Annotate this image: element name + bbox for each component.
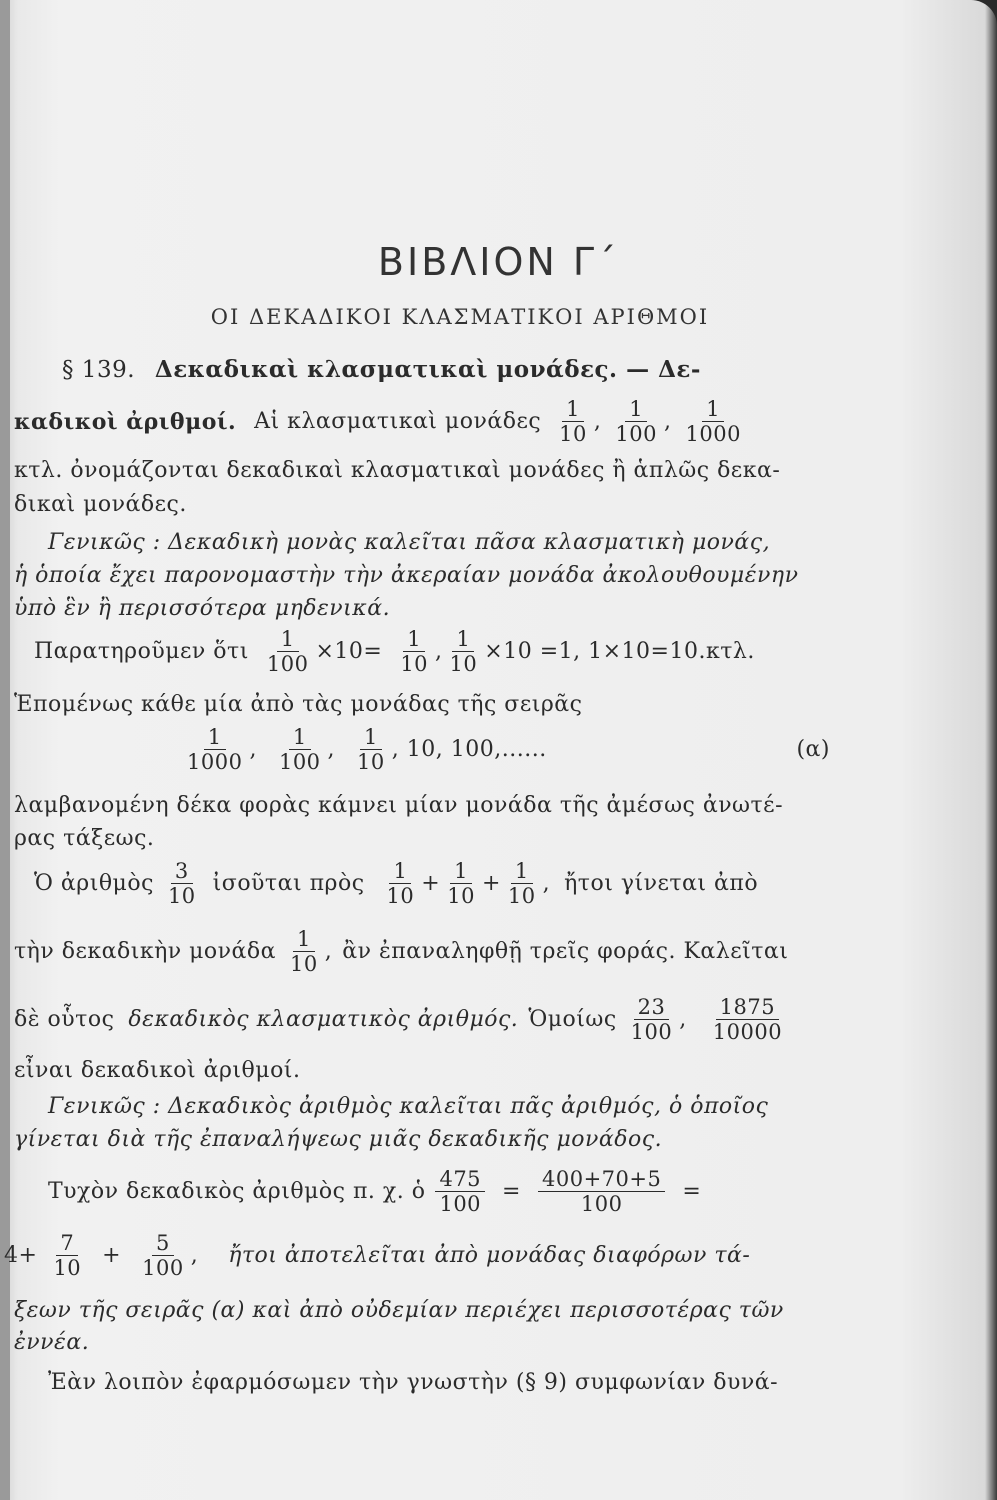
section-heading-text: Δεκαδικαὶ κλασματικαὶ μονάδες. — Δε-: [154, 356, 701, 383]
example-2-line-2-start: 4+: [4, 1243, 38, 1269]
observation-prefix: Παρατηροῦμεν ὅτι: [34, 639, 249, 665]
observation-line: Παρατηροῦμεν ὅτι $\frac{1}{100}$ ×10= $\frac{1}{10}$ , $\frac{1}{10}$ ×10 =1, 1×10=10.κτλ.: [34, 627, 755, 677]
decimal-fraction-term: δεκαδικὸς κλασματικὸς ἀριθμός.: [128, 1007, 519, 1033]
last-line: Ἐὰν λοιπὸν ἐφαρμόσωμεν τὴν γνωστὴν (§ 9) συμφωνίαν δυνά-: [48, 1370, 779, 1395]
example-1-line-3: δὲ οὗτος δεκαδικὸς κλασματικὸς ἀριθμός. Ὁμοίως $\frac{23}{100}$ , $\frac{1875}{10000}$: [14, 996, 789, 1043]
example-2-line-1: Τυχὸν δεκαδικὸς ἀριθμὸς π. χ. ὁ $\frac{475}{100}$ = $\frac{400+70+5}{100}$ =: [48, 1167, 702, 1217]
example-1-line-2-suffix: ἂν ἐπαναληφθῇ τρεῖς φοράς. Καλεῖται: [342, 939, 789, 965]
example-2-line-2: 4+ $\frac{7}{10}$ + $\frac{5}{100}$ , ἤτοι ἀποτελεῖται ἀπὸ μονάδας διαφόρων τά-: [4, 1231, 751, 1281]
section-heading-continued: καδικοὶ ἀριθμοί.: [14, 408, 237, 435]
fraction-1-10-d: $\frac{1}{10}$: [290, 927, 318, 977]
section-number: § 139.: [62, 357, 136, 383]
fraction-1-10: $\frac{1}{10}$: [559, 397, 587, 447]
example-2-line-2-suffix: ἤτοι ἀποτελεῖται ἀπὸ μονάδας διαφόρων τά-: [228, 1243, 751, 1269]
series-fraction-1-1000: $\frac{1}{1000}$: [187, 725, 243, 775]
example-2-prefix: Τυχὸν δεκαδικὸς ἀριθμὸς π. χ. ὁ: [48, 1179, 426, 1205]
fraction-1-10-c: $\frac{1}{10}$: [449, 627, 478, 677]
series-line: $\frac{1}{1000}$ , $\frac{1}{100}$ , $\frac{1}{10}$ , 10, 100,...... (α): [180, 726, 830, 773]
definition-1-line-2: ἡ ὁποία ἔχει παρονομαστὴν τὴν ἀκεραίαν μονάδα ἀκολουθουμένην: [14, 563, 799, 588]
example-1-line-3-prefix: δὲ οὗτος: [14, 1007, 115, 1033]
fraction-1-100-b: $\frac{1}{100}$: [266, 627, 309, 677]
sum-fraction-1: $\frac{1}{10}$: [386, 859, 415, 909]
fraction-1875-10000: $\frac{1875}{10000}$: [712, 995, 783, 1045]
fraction-23-100: $\frac{23}{100}$: [630, 995, 673, 1045]
chapter-title: ΟΙ ΔΕΚΑΔΙΚΟΙ ΚΛΑΣΜΑΤΙΚΟΙ ΑΡΙΘΜΟΙ: [210, 305, 710, 329]
example-1-prefix: Ὁ ἀριθμὸς: [34, 871, 154, 897]
example-1-line-3-mid: Ὁμοίως: [528, 1007, 617, 1033]
definition-2-line-1: Γενικῶς : Δεκαδικὸς ἀριθμὸς καλεῖται πᾶς ἀριθμός, ὁ ὁποῖος: [48, 1094, 769, 1119]
fraction-5-100: $\frac{5}{100}$: [142, 1231, 184, 1281]
section-heading: [62, 356, 701, 383]
example-1-line-4: εἶναι δεκαδικοὶ ἀριθμοί.: [14, 1058, 301, 1083]
fraction-1-1000: $\frac{1}{1000}$: [685, 397, 741, 447]
fraction-3-10: $\frac{3}{10}$: [167, 859, 196, 909]
example-1-line-2-prefix: τὴν δεκαδικὴν μονάδα: [14, 939, 277, 965]
definition-2-line-2: γίνεται διὰ τῆς ἐπαναλήψεως μιᾶς δεκαδικῆς μονάδος.: [14, 1127, 663, 1152]
section-intro: Αἱ κλασματικαὶ μονάδες: [254, 409, 542, 435]
series-label: (α): [796, 737, 830, 763]
fraction-400-70-5-100: $\frac{400+70+5}{100}$: [538, 1168, 665, 1215]
fraction-1-100: $\frac{1}{100}$: [615, 397, 657, 447]
series-fraction-1-100: $\frac{1}{100}$: [278, 725, 321, 775]
example-1-suffix: ἤτοι γίνεται ἀπὸ: [564, 871, 759, 897]
sum-fraction-2: $\frac{1}{10}$: [447, 859, 475, 909]
sum-fraction-3: $\frac{1}{10}$: [507, 859, 536, 909]
definition-1-line-1: Γενικῶς : Δεκαδικὴ μονὰς καλεῖται πᾶσα κλασματικὴ μονάς,: [48, 530, 771, 555]
taken-line-1: λαμβανομένη δέκα φορὰς κάμνει μίαν μονάδα τῆς ἀμέσως ἀνωτέ-: [14, 793, 784, 818]
example-2-line-4: ἐννέα.: [14, 1330, 90, 1355]
observation-rest: ×10 =1, 1×10=10.κτλ.: [484, 639, 755, 665]
series-rest: , 10, 100,......: [391, 737, 547, 763]
series-fraction-1-10: $\frac{1}{10}$: [357, 725, 385, 775]
consequently-line: Ἑπομένως κάθε μία ἀπὸ τὰς μονάδας τῆς σειρᾶς: [14, 692, 583, 717]
observation-times-10: ×10=: [315, 639, 383, 665]
example-1-line-1: Ὁ ἀριθμὸς $\frac{3}{10}$ ἰσοῦται πρὸς $\frac{1}{10}$ + $\frac{1}{10}$ + $\frac{1}{10}$ , ἤτοι γίνεται ἀπὸ: [34, 859, 759, 909]
fraction-7-10: $\frac{7}{10}$: [53, 1231, 82, 1281]
example-1-mid: ἰσοῦται πρὸς: [212, 871, 365, 897]
section-line-3: δικαὶ μονάδες.: [14, 492, 187, 517]
example-1-line-2: τὴν δεκαδικὴν μονάδα $\frac{1}{10}$ , ἂν ἐπαναληφθῇ τρεῖς φοράς. Καλεῖται: [14, 927, 789, 977]
taken-line-2: ρας τάξεως.: [14, 826, 155, 851]
example-2-line-3: ξεων τῆς σειρᾶς (α) καὶ ἀπὸ οὐδεμίαν περιέχει περισσοτέρας τῶν: [14, 1298, 784, 1323]
fraction-1-10-b: $\frac{1}{10}$: [400, 627, 429, 677]
fraction-475-100: $\frac{475}{100}$: [435, 1168, 485, 1215]
definition-1-line-3: ὑπὸ ἓν ἢ περισσότερα μηδενικά.: [14, 596, 391, 621]
section-line-1: καδικοὶ ἀριθμοί. Αἱ κλασματικαὶ μονάδες $\frac{1}{10}$ , $\frac{1}{100}$ , $\frac{1}{1000}$: [14, 398, 748, 445]
book-title: ΒΙΒΛΙΟΝ Γ΄: [377, 240, 620, 284]
section-line-2: κτλ. ὀνομάζονται δεκαδικαὶ κλασματικαὶ μονάδες ἢ ἁπλῶς δεκα-: [14, 458, 781, 483]
